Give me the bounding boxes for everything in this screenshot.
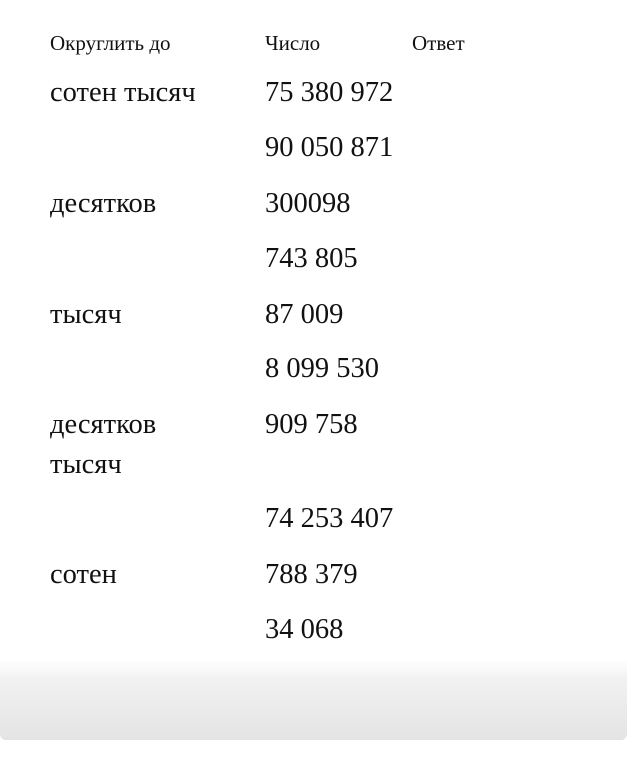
row-number: 743 805 [265,243,358,274]
header-answer: Ответ [412,31,465,55]
row-number: 74 253 407 [265,503,394,534]
row-label: сотен [50,559,117,590]
header-round-to: Округлить до [50,31,171,55]
bottom-shadow-bar [0,660,627,740]
bottom-margin [0,740,627,762]
row-label-line2: тысяч [50,449,122,480]
row-label: тысяч [50,299,122,330]
row-number: 34 068 [265,614,344,645]
row-number: 300098 [265,188,351,219]
row-number: 909 758 [265,409,358,440]
row-number: 788 379 [265,559,358,590]
row-label: десятков [50,188,157,219]
row-number: 87 009 [265,299,344,330]
row-number: 90 050 871 [265,132,394,163]
header-number: Число [265,31,321,55]
row-number: 75 380 972 [265,77,394,108]
row-number: 8 099 530 [265,353,379,384]
row-label: десятков [50,409,157,440]
row-label: сотен тысяч [50,77,196,108]
